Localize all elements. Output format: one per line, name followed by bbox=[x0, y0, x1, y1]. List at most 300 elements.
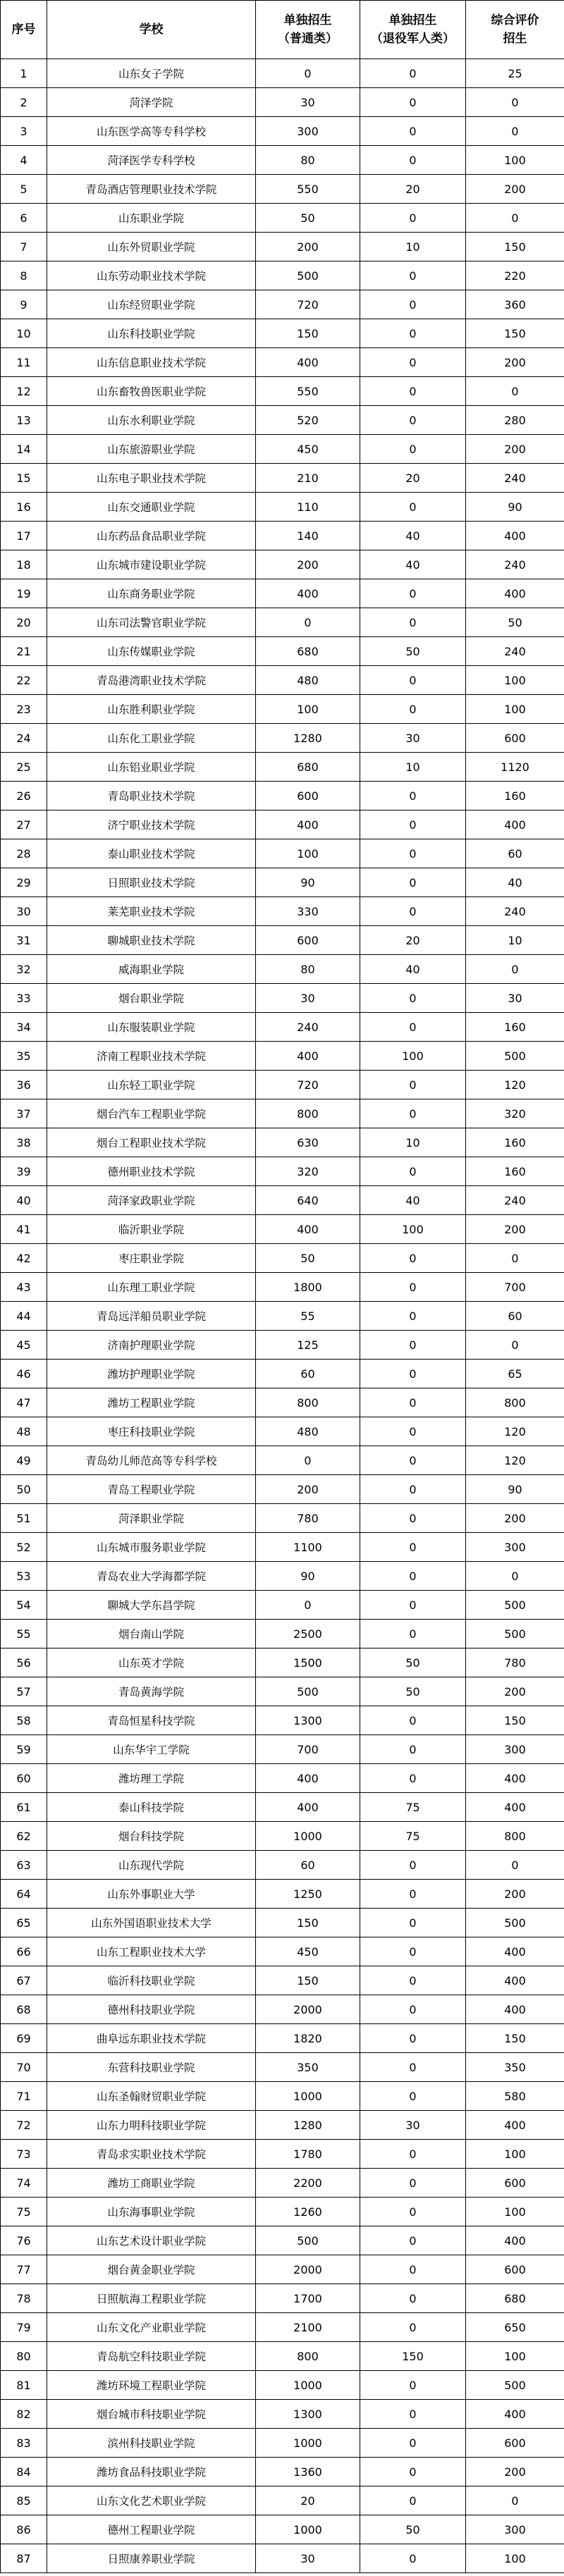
cell-index: 3 bbox=[1, 117, 47, 146]
table-row bbox=[1, 2342, 564, 2371]
table-row bbox=[1, 1417, 564, 1446]
cell-comprehensive: 650 bbox=[466, 2313, 564, 2342]
cell-comprehensive: 0 bbox=[466, 1562, 564, 1591]
cell-index: 63 bbox=[1, 1851, 47, 1880]
cell-index: 45 bbox=[1, 1331, 47, 1360]
cell-single-general: 100 bbox=[256, 839, 360, 868]
cell-comprehensive: 100 bbox=[466, 146, 564, 175]
cell-single-veteran: 40 bbox=[360, 550, 466, 579]
table-row bbox=[1, 348, 564, 377]
cell-single-veteran: 0 bbox=[360, 2082, 466, 2111]
cell-school: 山东文化产业职业学院 bbox=[47, 2313, 256, 2342]
table-row bbox=[1, 319, 564, 348]
cell-index: 86 bbox=[1, 2515, 47, 2544]
table-row bbox=[1, 2198, 564, 2226]
cell-comprehensive: 400 bbox=[466, 811, 564, 839]
cell-single-general: 140 bbox=[256, 522, 360, 550]
cell-single-general: 1800 bbox=[256, 1273, 360, 1302]
cell-single-veteran: 20 bbox=[360, 926, 466, 955]
cell-single-general: 90 bbox=[256, 1562, 360, 1591]
cell-school: 山东传媒职业学院 bbox=[47, 637, 256, 666]
cell-school: 曲阜远东职业技术学院 bbox=[47, 2024, 256, 2053]
cell-single-veteran: 0 bbox=[360, 1475, 466, 1504]
cell-index: 76 bbox=[1, 2226, 47, 2255]
cell-school: 山东海事职业学院 bbox=[47, 2198, 256, 2226]
cell-single-general: 1250 bbox=[256, 1880, 360, 1909]
table-row bbox=[1, 1706, 564, 1735]
cell-school: 山东化工职业学院 bbox=[47, 724, 256, 753]
cell-single-general: 125 bbox=[256, 1331, 360, 1360]
cell-single-veteran: 0 bbox=[360, 1706, 466, 1735]
cell-school: 烟台职业学院 bbox=[47, 984, 256, 1013]
cell-single-general: 480 bbox=[256, 666, 360, 695]
cell-single-veteran: 0 bbox=[360, 1013, 466, 1042]
table-row bbox=[1, 1937, 564, 1966]
cell-single-veteran: 100 bbox=[360, 1042, 466, 1071]
cell-single-veteran: 0 bbox=[360, 1764, 466, 1793]
cell-index: 44 bbox=[1, 1302, 47, 1331]
cell-index: 36 bbox=[1, 1071, 47, 1099]
cell-single-general: 400 bbox=[256, 1793, 360, 1822]
cell-index: 19 bbox=[1, 579, 47, 608]
cell-single-veteran: 0 bbox=[360, 2429, 466, 2458]
cell-index: 24 bbox=[1, 724, 47, 753]
cell-index: 40 bbox=[1, 1186, 47, 1215]
cell-school: 山东经贸职业学院 bbox=[47, 290, 256, 319]
table-row bbox=[1, 724, 564, 753]
cell-single-general: 300 bbox=[256, 117, 360, 146]
cell-index: 51 bbox=[1, 1504, 47, 1533]
cell-single-veteran: 0 bbox=[360, 839, 466, 868]
table-row bbox=[1, 2053, 564, 2082]
table-row bbox=[1, 1186, 564, 1215]
cell-single-veteran: 0 bbox=[360, 897, 466, 926]
header-single-general-line1: 单独招生 bbox=[283, 13, 332, 27]
cell-single-veteran: 0 bbox=[360, 1620, 466, 1648]
cell-comprehensive: 120 bbox=[466, 1417, 564, 1446]
cell-school: 潍坊工程职业学院 bbox=[47, 1388, 256, 1417]
cell-comprehensive: 400 bbox=[466, 2400, 564, 2429]
cell-single-veteran: 0 bbox=[360, 2169, 466, 2198]
cell-school: 聊城大学东昌学院 bbox=[47, 1591, 256, 1620]
cell-single-veteran: 75 bbox=[360, 1822, 466, 1851]
cell-index: 61 bbox=[1, 1793, 47, 1822]
cell-single-general: 400 bbox=[256, 348, 360, 377]
cell-school: 烟台城市科技职业学院 bbox=[47, 2400, 256, 2429]
cell-single-veteran: 50 bbox=[360, 637, 466, 666]
cell-single-veteran: 0 bbox=[360, 608, 466, 637]
cell-index: 83 bbox=[1, 2429, 47, 2458]
table-row bbox=[1, 2458, 564, 2486]
cell-single-general: 720 bbox=[256, 290, 360, 319]
cell-single-general: 320 bbox=[256, 1157, 360, 1186]
cell-index: 4 bbox=[1, 146, 47, 175]
cell-single-general: 55 bbox=[256, 1302, 360, 1331]
table-row bbox=[1, 2255, 564, 2284]
cell-single-general: 150 bbox=[256, 1909, 360, 1937]
table-row bbox=[1, 1620, 564, 1648]
cell-comprehensive: 100 bbox=[466, 2140, 564, 2169]
cell-comprehensive: 220 bbox=[466, 261, 564, 290]
cell-single-veteran: 0 bbox=[360, 1446, 466, 1475]
cell-index: 38 bbox=[1, 1128, 47, 1157]
cell-single-veteran: 0 bbox=[360, 1591, 466, 1620]
cell-single-veteran: 50 bbox=[360, 1677, 466, 1706]
cell-index: 50 bbox=[1, 1475, 47, 1504]
cell-comprehensive: 1120 bbox=[466, 753, 564, 782]
cell-school: 济南工程职业技术学院 bbox=[47, 1042, 256, 1071]
cell-index: 29 bbox=[1, 868, 47, 897]
cell-index: 30 bbox=[1, 897, 47, 926]
cell-comprehensive: 150 bbox=[466, 233, 564, 261]
cell-single-general: 60 bbox=[256, 1360, 360, 1388]
cell-single-veteran: 0 bbox=[360, 406, 466, 435]
cell-school: 菏泽医学专科学校 bbox=[47, 146, 256, 175]
cell-comprehensive: 580 bbox=[466, 2082, 564, 2111]
cell-comprehensive: 100 bbox=[466, 2544, 564, 2573]
table-row bbox=[1, 637, 564, 666]
cell-single-veteran: 0 bbox=[360, 319, 466, 348]
table-row bbox=[1, 608, 564, 637]
cell-single-veteran: 0 bbox=[360, 2544, 466, 2573]
table-row bbox=[1, 2313, 564, 2342]
cell-comprehensive: 400 bbox=[466, 2226, 564, 2255]
cell-school: 山东科技职业学院 bbox=[47, 319, 256, 348]
cell-single-general: 330 bbox=[256, 897, 360, 926]
cell-single-veteran: 50 bbox=[360, 2515, 466, 2544]
cell-school: 山东职业学院 bbox=[47, 204, 256, 233]
cell-comprehensive: 120 bbox=[466, 1446, 564, 1475]
cell-index: 7 bbox=[1, 233, 47, 261]
cell-comprehensive: 0 bbox=[466, 1851, 564, 1880]
cell-school: 山东女子学院 bbox=[47, 59, 256, 88]
cell-school: 山东铝业职业学院 bbox=[47, 753, 256, 782]
cell-index: 20 bbox=[1, 608, 47, 637]
cell-single-veteran: 100 bbox=[360, 1215, 466, 1244]
cell-school: 烟台南山学院 bbox=[47, 1620, 256, 1648]
cell-comprehensive: 160 bbox=[466, 1128, 564, 1157]
cell-single-general: 150 bbox=[256, 1966, 360, 1995]
cell-single-general: 780 bbox=[256, 1504, 360, 1533]
table-row bbox=[1, 1013, 564, 1042]
cell-comprehensive: 200 bbox=[466, 175, 564, 204]
cell-index: 5 bbox=[1, 175, 47, 204]
cell-index: 48 bbox=[1, 1417, 47, 1446]
cell-school: 山东司法警官职业学院 bbox=[47, 608, 256, 637]
cell-single-general: 100 bbox=[256, 695, 360, 724]
cell-school: 东营科技职业学院 bbox=[47, 2053, 256, 2082]
cell-single-general: 0 bbox=[256, 608, 360, 637]
cell-index: 80 bbox=[1, 2342, 47, 2371]
table-body bbox=[1, 59, 564, 2573]
cell-comprehensive: 400 bbox=[466, 1966, 564, 1995]
cell-index: 35 bbox=[1, 1042, 47, 1071]
table-row bbox=[1, 926, 564, 955]
cell-single-veteran: 0 bbox=[360, 348, 466, 377]
header-single-general-line2: （普通类） bbox=[278, 32, 338, 46]
cell-single-veteran: 0 bbox=[360, 1966, 466, 1995]
cell-index: 79 bbox=[1, 2313, 47, 2342]
table-row bbox=[1, 2111, 564, 2140]
table-row bbox=[1, 2515, 564, 2544]
cell-school: 山东理工职业学院 bbox=[47, 1273, 256, 1302]
header-single-general bbox=[256, 1, 360, 59]
cell-index: 53 bbox=[1, 1562, 47, 1591]
cell-single-veteran: 0 bbox=[360, 1157, 466, 1186]
cell-single-general: 30 bbox=[256, 2544, 360, 2573]
cell-comprehensive: 200 bbox=[466, 1880, 564, 1909]
cell-index: 28 bbox=[1, 839, 47, 868]
cell-single-general: 600 bbox=[256, 926, 360, 955]
cell-index: 77 bbox=[1, 2255, 47, 2284]
table-row bbox=[1, 377, 564, 406]
cell-single-general: 30 bbox=[256, 88, 360, 117]
cell-single-veteran: 0 bbox=[360, 1071, 466, 1099]
cell-single-veteran: 0 bbox=[360, 2255, 466, 2284]
cell-school: 莱芜职业技术学院 bbox=[47, 897, 256, 926]
cell-school: 济宁职业技术学院 bbox=[47, 811, 256, 839]
cell-single-general: 1000 bbox=[256, 2429, 360, 2458]
cell-comprehensive: 150 bbox=[466, 319, 564, 348]
cell-comprehensive: 500 bbox=[466, 1620, 564, 1648]
cell-single-veteran: 0 bbox=[360, 2024, 466, 2053]
cell-single-general: 210 bbox=[256, 464, 360, 493]
cell-single-general: 0 bbox=[256, 1446, 360, 1475]
table-row bbox=[1, 1302, 564, 1331]
table-row bbox=[1, 1128, 564, 1157]
cell-single-veteran: 0 bbox=[360, 1851, 466, 1880]
cell-index: 32 bbox=[1, 955, 47, 984]
cell-comprehensive: 400 bbox=[466, 1764, 564, 1793]
cell-comprehensive: 320 bbox=[466, 1099, 564, 1128]
cell-single-general: 400 bbox=[256, 811, 360, 839]
cell-single-general: 1820 bbox=[256, 2024, 360, 2053]
cell-single-general: 110 bbox=[256, 493, 360, 522]
cell-index: 85 bbox=[1, 2486, 47, 2515]
cell-school: 德州科技职业学院 bbox=[47, 1995, 256, 2024]
cell-index: 10 bbox=[1, 319, 47, 348]
cell-single-general: 800 bbox=[256, 1388, 360, 1417]
table-row bbox=[1, 2284, 564, 2313]
cell-index: 52 bbox=[1, 1533, 47, 1562]
table-row bbox=[1, 1793, 564, 1822]
cell-single-veteran: 10 bbox=[360, 233, 466, 261]
cell-single-veteran: 75 bbox=[360, 1793, 466, 1822]
cell-comprehensive: 160 bbox=[466, 782, 564, 811]
cell-comprehensive: 680 bbox=[466, 2284, 564, 2313]
cell-index: 47 bbox=[1, 1388, 47, 1417]
cell-single-general: 500 bbox=[256, 261, 360, 290]
cell-index: 41 bbox=[1, 1215, 47, 1244]
cell-single-general: 2500 bbox=[256, 1620, 360, 1648]
table-row bbox=[1, 1244, 564, 1273]
cell-single-general: 700 bbox=[256, 1735, 360, 1764]
cell-index: 55 bbox=[1, 1620, 47, 1648]
cell-single-veteran: 40 bbox=[360, 955, 466, 984]
cell-index: 72 bbox=[1, 2111, 47, 2140]
cell-comprehensive: 0 bbox=[466, 1331, 564, 1360]
cell-school: 泰山科技学院 bbox=[47, 1793, 256, 1822]
table-row bbox=[1, 406, 564, 435]
cell-index: 81 bbox=[1, 2371, 47, 2400]
cell-school: 德州工程职业学院 bbox=[47, 2515, 256, 2544]
cell-index: 37 bbox=[1, 1099, 47, 1128]
cell-single-general: 720 bbox=[256, 1071, 360, 1099]
table-row bbox=[1, 2226, 564, 2255]
cell-single-general: 1000 bbox=[256, 2082, 360, 2111]
cell-comprehensive: 200 bbox=[466, 348, 564, 377]
table-row bbox=[1, 1099, 564, 1128]
cell-single-veteran: 150 bbox=[360, 2342, 466, 2371]
cell-comprehensive: 200 bbox=[466, 435, 564, 464]
cell-single-veteran: 0 bbox=[360, 2198, 466, 2226]
cell-school: 山东工程职业技术大学 bbox=[47, 1937, 256, 1966]
cell-index: 67 bbox=[1, 1966, 47, 1995]
cell-school: 山东外事职业大学 bbox=[47, 1880, 256, 1909]
cell-school: 枣庄职业学院 bbox=[47, 1244, 256, 1273]
cell-school: 临沂科技职业学院 bbox=[47, 1966, 256, 1995]
cell-school: 潍坊理工学院 bbox=[47, 1764, 256, 1793]
cell-single-general: 80 bbox=[256, 955, 360, 984]
cell-index: 26 bbox=[1, 782, 47, 811]
table-row bbox=[1, 1995, 564, 2024]
cell-single-general: 2000 bbox=[256, 2255, 360, 2284]
cell-index: 56 bbox=[1, 1648, 47, 1677]
table-row bbox=[1, 290, 564, 319]
cell-single-veteran: 30 bbox=[360, 724, 466, 753]
table-row bbox=[1, 1475, 564, 1504]
cell-index: 34 bbox=[1, 1013, 47, 1042]
cell-single-general: 630 bbox=[256, 1128, 360, 1157]
cell-single-general: 520 bbox=[256, 406, 360, 435]
cell-school: 山东艺术设计职业学院 bbox=[47, 2226, 256, 2255]
cell-comprehensive: 280 bbox=[466, 406, 564, 435]
table-row bbox=[1, 88, 564, 117]
cell-comprehensive: 65 bbox=[466, 1360, 564, 1388]
cell-index: 14 bbox=[1, 435, 47, 464]
cell-index: 70 bbox=[1, 2053, 47, 2082]
table-row bbox=[1, 868, 564, 897]
cell-school: 青岛恒星科技学院 bbox=[47, 1706, 256, 1735]
table-row bbox=[1, 522, 564, 550]
cell-school: 山东水利职业学院 bbox=[47, 406, 256, 435]
cell-single-general: 200 bbox=[256, 1475, 360, 1504]
cell-school: 青岛黄海学院 bbox=[47, 1677, 256, 1706]
cell-single-veteran: 50 bbox=[360, 1648, 466, 1677]
cell-comprehensive: 150 bbox=[466, 2024, 564, 2053]
cell-single-veteran: 0 bbox=[360, 2400, 466, 2429]
table-row bbox=[1, 1071, 564, 1099]
header-comprehensive-line2: 招生 bbox=[503, 32, 527, 46]
cell-single-veteran: 0 bbox=[360, 2371, 466, 2400]
cell-index: 16 bbox=[1, 493, 47, 522]
cell-school: 青岛幼儿师范高等专科学校 bbox=[47, 1446, 256, 1475]
header-single-veteran bbox=[360, 1, 466, 59]
cell-single-veteran: 0 bbox=[360, 204, 466, 233]
cell-single-veteran: 0 bbox=[360, 984, 466, 1013]
cell-school: 山东医学高等专科学校 bbox=[47, 117, 256, 146]
table-row bbox=[1, 2140, 564, 2169]
cell-comprehensive: 50 bbox=[466, 608, 564, 637]
cell-index: 68 bbox=[1, 1995, 47, 2024]
table-row bbox=[1, 2169, 564, 2198]
cell-school: 临沂职业学院 bbox=[47, 1215, 256, 1244]
table-row bbox=[1, 1331, 564, 1360]
cell-school: 聊城职业技术学院 bbox=[47, 926, 256, 955]
cell-index: 62 bbox=[1, 1822, 47, 1851]
cell-comprehensive: 240 bbox=[466, 897, 564, 926]
cell-single-veteran: 0 bbox=[360, 2486, 466, 2515]
cell-index: 84 bbox=[1, 2458, 47, 2486]
header-school: 学校 bbox=[47, 1, 256, 59]
cell-single-veteran: 0 bbox=[360, 1735, 466, 1764]
cell-single-general: 400 bbox=[256, 1764, 360, 1793]
cell-school: 山东现代学院 bbox=[47, 1851, 256, 1880]
cell-single-general: 400 bbox=[256, 1042, 360, 1071]
cell-comprehensive: 240 bbox=[466, 464, 564, 493]
table-row bbox=[1, 666, 564, 695]
cell-single-general: 500 bbox=[256, 1677, 360, 1706]
cell-single-veteran: 10 bbox=[360, 1128, 466, 1157]
cell-single-general: 800 bbox=[256, 2342, 360, 2371]
cell-index: 69 bbox=[1, 2024, 47, 2053]
table-row bbox=[1, 2371, 564, 2400]
cell-school: 山东电子职业技术学院 bbox=[47, 464, 256, 493]
cell-school: 潍坊工商职业学院 bbox=[47, 2169, 256, 2198]
table-row bbox=[1, 811, 564, 839]
table-row bbox=[1, 1533, 564, 1562]
cell-single-veteran: 0 bbox=[360, 579, 466, 608]
cell-single-general: 550 bbox=[256, 377, 360, 406]
cell-single-general: 450 bbox=[256, 435, 360, 464]
cell-single-veteran: 0 bbox=[360, 1504, 466, 1533]
table-row bbox=[1, 1446, 564, 1475]
cell-comprehensive: 90 bbox=[466, 493, 564, 522]
cell-single-veteran: 30 bbox=[360, 2111, 466, 2140]
table-row bbox=[1, 1966, 564, 1995]
cell-index: 8 bbox=[1, 261, 47, 290]
cell-single-general: 800 bbox=[256, 1099, 360, 1128]
cell-index: 15 bbox=[1, 464, 47, 493]
table-row bbox=[1, 175, 564, 204]
table-header bbox=[1, 1, 564, 59]
header-comprehensive-line1: 综合评价 bbox=[491, 13, 539, 27]
cell-index: 11 bbox=[1, 348, 47, 377]
cell-single-general: 400 bbox=[256, 1215, 360, 1244]
cell-single-veteran: 0 bbox=[360, 2458, 466, 2486]
cell-comprehensive: 10 bbox=[466, 926, 564, 955]
cell-comprehensive: 60 bbox=[466, 1302, 564, 1331]
cell-single-veteran: 0 bbox=[360, 377, 466, 406]
cell-school: 潍坊护理职业学院 bbox=[47, 1360, 256, 1388]
cell-comprehensive: 120 bbox=[466, 1071, 564, 1099]
cell-school: 山东城市建设职业学院 bbox=[47, 550, 256, 579]
table-row bbox=[1, 1273, 564, 1302]
header-comprehensive bbox=[466, 1, 564, 59]
cell-index: 21 bbox=[1, 637, 47, 666]
cell-comprehensive: 100 bbox=[466, 666, 564, 695]
cell-single-veteran: 0 bbox=[360, 2140, 466, 2169]
cell-school: 山东力明科技职业学院 bbox=[47, 2111, 256, 2140]
cell-school: 菏泽家政职业学院 bbox=[47, 1186, 256, 1215]
cell-comprehensive: 0 bbox=[466, 117, 564, 146]
cell-index: 1 bbox=[1, 59, 47, 88]
cell-single-general: 80 bbox=[256, 146, 360, 175]
cell-single-veteran: 0 bbox=[360, 290, 466, 319]
cell-school: 山东畜牧兽医职业学院 bbox=[47, 377, 256, 406]
table-row bbox=[1, 550, 564, 579]
cell-comprehensive: 90 bbox=[466, 1475, 564, 1504]
